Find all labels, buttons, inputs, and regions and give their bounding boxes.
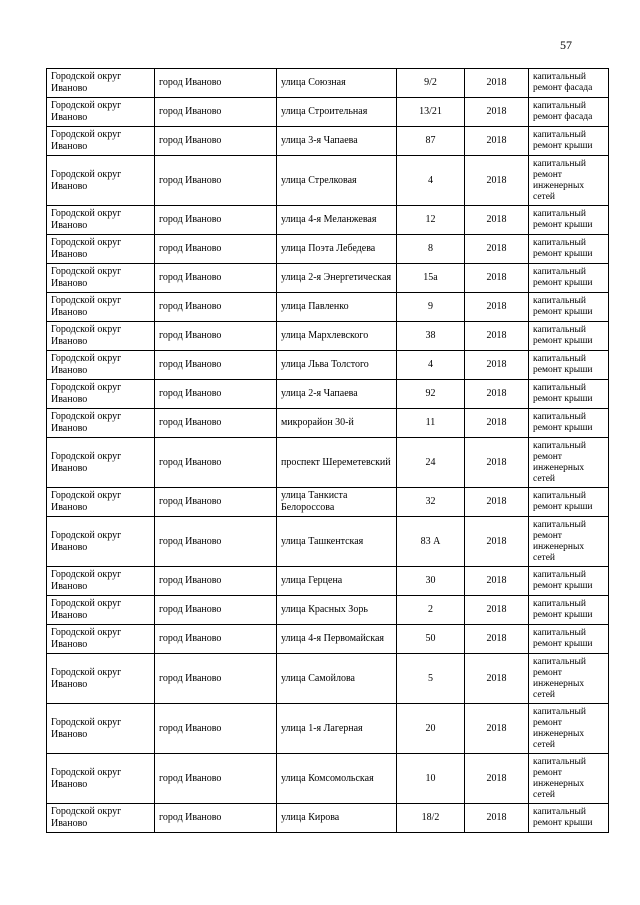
year-cell: 2018 — [465, 625, 529, 654]
work-cell: капитальный ремонт фасада — [529, 69, 609, 98]
work-cell: капитальный ремонт крыши — [529, 206, 609, 235]
street-cell: улица Герцена — [277, 567, 397, 596]
street-cell: улица 1-я Лагерная — [277, 704, 397, 754]
page-number: 57 — [560, 38, 572, 52]
table-row — [47, 156, 609, 206]
work-cell: капитальный ремонт крыши — [529, 488, 609, 517]
table-row — [47, 293, 609, 322]
table-row — [47, 206, 609, 235]
house-cell: 20 — [397, 704, 465, 754]
table-row — [47, 98, 609, 127]
street-cell: улица Кирова — [277, 804, 397, 833]
city-cell: город Иваново — [155, 235, 277, 264]
house-cell: 24 — [397, 438, 465, 488]
work-cell: капитальный ремонт инженерных сетей — [529, 704, 609, 754]
table-row — [47, 409, 609, 438]
district-cell: Городской округ Иваново — [47, 704, 155, 754]
table-row — [47, 235, 609, 264]
year-cell: 2018 — [465, 235, 529, 264]
city-cell: город Иваново — [155, 409, 277, 438]
district-cell: Городской округ Иваново — [47, 567, 155, 596]
year-cell: 2018 — [465, 156, 529, 206]
street-cell: улица 2-я Энергетическая — [277, 264, 397, 293]
year-cell: 2018 — [465, 488, 529, 517]
district-cell: Городской округ Иваново — [47, 127, 155, 156]
year-cell: 2018 — [465, 322, 529, 351]
city-cell: город Иваново — [155, 69, 277, 98]
year-cell: 2018 — [465, 517, 529, 567]
district-cell: Городской округ Иваново — [47, 596, 155, 625]
city-cell: город Иваново — [155, 596, 277, 625]
city-cell: город Иваново — [155, 804, 277, 833]
work-cell: капитальный ремонт крыши — [529, 127, 609, 156]
house-cell: 32 — [397, 488, 465, 517]
district-cell: Городской округ Иваново — [47, 322, 155, 351]
year-cell: 2018 — [465, 293, 529, 322]
work-cell: капитальный ремонт крыши — [529, 235, 609, 264]
table-row — [47, 704, 609, 754]
house-cell: 18/2 — [397, 804, 465, 833]
work-cell: капитальный ремонт инженерных сетей — [529, 156, 609, 206]
house-cell: 30 — [397, 567, 465, 596]
house-cell: 2 — [397, 596, 465, 625]
year-cell: 2018 — [465, 567, 529, 596]
work-cell: капитальный ремонт инженерных сетей — [529, 654, 609, 704]
house-cell: 10 — [397, 754, 465, 804]
house-cell: 9/2 — [397, 69, 465, 98]
house-cell: 12 — [397, 206, 465, 235]
city-cell: город Иваново — [155, 127, 277, 156]
district-cell: Городской округ Иваново — [47, 206, 155, 235]
district-cell: Городской округ Иваново — [47, 156, 155, 206]
year-cell: 2018 — [465, 264, 529, 293]
district-cell: Городской округ Иваново — [47, 625, 155, 654]
house-cell: 87 — [397, 127, 465, 156]
table-row — [47, 351, 609, 380]
year-cell: 2018 — [465, 754, 529, 804]
street-cell: улица Красных Зорь — [277, 596, 397, 625]
house-cell: 8 — [397, 235, 465, 264]
district-cell: Городской округ Иваново — [47, 293, 155, 322]
street-cell: улица Стрелковая — [277, 156, 397, 206]
street-cell: улица Льва Толстого — [277, 351, 397, 380]
table-row — [47, 127, 609, 156]
district-cell: Городской округ Иваново — [47, 438, 155, 488]
district-cell: Городской округ Иваново — [47, 804, 155, 833]
table-body — [47, 69, 609, 833]
city-cell: город Иваново — [155, 567, 277, 596]
district-cell: Городской округ Иваново — [47, 409, 155, 438]
work-cell: капитальный ремонт крыши — [529, 264, 609, 293]
house-cell: 38 — [397, 322, 465, 351]
house-cell: 11 — [397, 409, 465, 438]
street-cell: улица Поэта Лебедева — [277, 235, 397, 264]
street-cell: улица Ташкентская — [277, 517, 397, 567]
district-cell: Городской округ Иваново — [47, 235, 155, 264]
district-cell: Городской округ Иваново — [47, 654, 155, 704]
year-cell: 2018 — [465, 351, 529, 380]
work-cell: капитальный ремонт крыши — [529, 625, 609, 654]
house-cell: 4 — [397, 156, 465, 206]
year-cell: 2018 — [465, 98, 529, 127]
street-cell: улица Мархлевского — [277, 322, 397, 351]
district-cell: Городской округ Иваново — [47, 264, 155, 293]
district-cell: Городской округ Иваново — [47, 488, 155, 517]
work-cell: капитальный ремонт инженерных сетей — [529, 517, 609, 567]
city-cell: город Иваново — [155, 438, 277, 488]
street-cell: улица Строительная — [277, 98, 397, 127]
table-row — [47, 69, 609, 98]
house-cell: 50 — [397, 625, 465, 654]
house-cell: 5 — [397, 654, 465, 704]
year-cell: 2018 — [465, 654, 529, 704]
table-row — [47, 625, 609, 654]
city-cell: город Иваново — [155, 156, 277, 206]
work-cell: капитальный ремонт инженерных сетей — [529, 438, 609, 488]
street-cell: улица 2-я Чапаева — [277, 380, 397, 409]
city-cell: город Иваново — [155, 704, 277, 754]
year-cell: 2018 — [465, 596, 529, 625]
house-cell: 15а — [397, 264, 465, 293]
year-cell: 2018 — [465, 69, 529, 98]
city-cell: город Иваново — [155, 206, 277, 235]
table-row — [47, 488, 609, 517]
district-cell: Городской округ Иваново — [47, 517, 155, 567]
house-cell: 9 — [397, 293, 465, 322]
street-cell: улица 4-я Первомайская — [277, 625, 397, 654]
table-row — [47, 654, 609, 704]
table-row — [47, 754, 609, 804]
city-cell: город Иваново — [155, 654, 277, 704]
work-cell: капитальный ремонт фасада — [529, 98, 609, 127]
work-cell: капитальный ремонт крыши — [529, 322, 609, 351]
table-row — [47, 596, 609, 625]
repair-schedule-table — [46, 68, 609, 833]
work-cell: капитальный ремонт крыши — [529, 804, 609, 833]
work-cell: капитальный ремонт крыши — [529, 409, 609, 438]
street-cell: улица Комсомольская — [277, 754, 397, 804]
work-cell: капитальный ремонт крыши — [529, 380, 609, 409]
city-cell: город Иваново — [155, 264, 277, 293]
street-cell: улица Союзная — [277, 69, 397, 98]
table-row — [47, 264, 609, 293]
city-cell: город Иваново — [155, 754, 277, 804]
district-cell: Городской округ Иваново — [47, 754, 155, 804]
year-cell: 2018 — [465, 438, 529, 488]
city-cell: город Иваново — [155, 322, 277, 351]
table-row — [47, 322, 609, 351]
city-cell: город Иваново — [155, 98, 277, 127]
street-cell: улица Павленко — [277, 293, 397, 322]
year-cell: 2018 — [465, 380, 529, 409]
street-cell: улица Танкиста Белороссова — [277, 488, 397, 517]
work-cell: капитальный ремонт крыши — [529, 293, 609, 322]
work-cell: капитальный ремонт крыши — [529, 567, 609, 596]
city-cell: город Иваново — [155, 380, 277, 409]
year-cell: 2018 — [465, 206, 529, 235]
work-cell: капитальный ремонт крыши — [529, 351, 609, 380]
district-cell: Городской округ Иваново — [47, 98, 155, 127]
work-cell: капитальный ремонт инженерных сетей — [529, 754, 609, 804]
district-cell: Городской округ Иваново — [47, 380, 155, 409]
street-cell: микрорайон 30-й — [277, 409, 397, 438]
city-cell: город Иваново — [155, 293, 277, 322]
house-cell: 4 — [397, 351, 465, 380]
street-cell: улица 3-я Чапаева — [277, 127, 397, 156]
work-cell: капитальный ремонт крыши — [529, 596, 609, 625]
year-cell: 2018 — [465, 804, 529, 833]
city-cell: город Иваново — [155, 351, 277, 380]
city-cell: город Иваново — [155, 517, 277, 567]
table-row — [47, 438, 609, 488]
house-cell: 92 — [397, 380, 465, 409]
table-row — [47, 567, 609, 596]
street-cell: улица 4-я Меланжевая — [277, 206, 397, 235]
table-row — [47, 380, 609, 409]
district-cell: Городской округ Иваново — [47, 351, 155, 380]
house-cell: 13/21 — [397, 98, 465, 127]
city-cell: город Иваново — [155, 625, 277, 654]
street-cell: улица Самойлова — [277, 654, 397, 704]
city-cell: город Иваново — [155, 488, 277, 517]
table-row — [47, 804, 609, 833]
district-cell: Городской округ Иваново — [47, 69, 155, 98]
street-cell: проспект Шереметевский — [277, 438, 397, 488]
year-cell: 2018 — [465, 127, 529, 156]
year-cell: 2018 — [465, 409, 529, 438]
table-row — [47, 517, 609, 567]
year-cell: 2018 — [465, 704, 529, 754]
house-cell: 83 А — [397, 517, 465, 567]
